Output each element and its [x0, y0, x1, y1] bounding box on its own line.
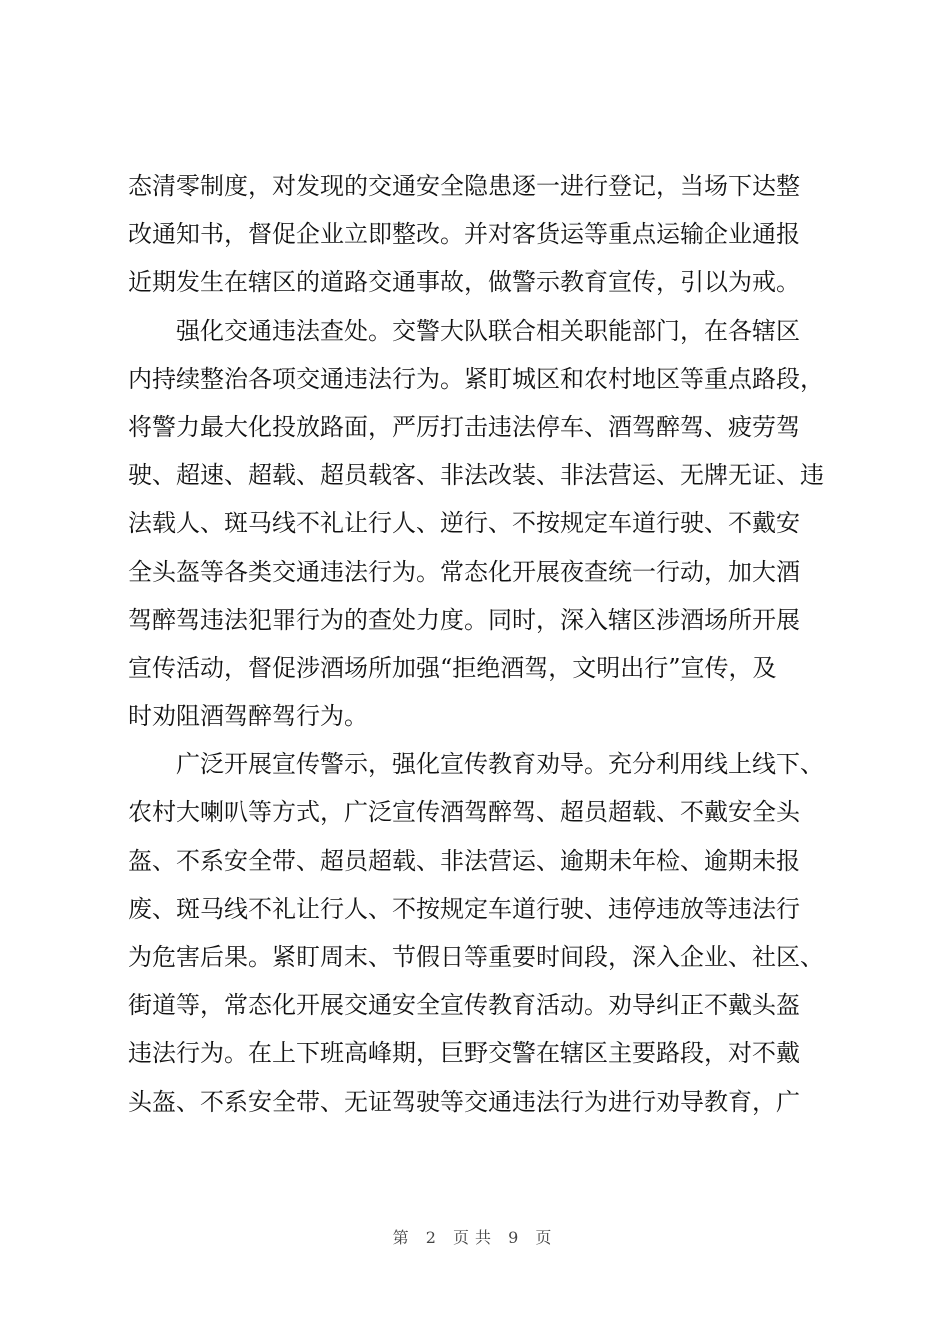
text-line: 法载人、斑马线不礼让行人、逆行、不按规定车道行驶、不戴安: [128, 509, 800, 538]
page-number-footer: 第 2 页共 9 页: [392, 1228, 558, 1247]
text-line: 全头盔等各类交通违法行为。常态化开展夜查统一行动，加大酒: [128, 557, 800, 586]
paragraph-start-line: 广泛开展宣传警示，强化宣传教育劝导。充分利用线上线下、: [176, 750, 824, 779]
text-line: 街道等，常态化开展交通安全宣传教育活动。劝导纠正不戴头盔: [128, 991, 800, 1020]
text-line: 废、斑马线不礼让行人、不按规定车道行驶、违停违放等违法行: [128, 894, 800, 923]
text-line: 改通知书，督促企业立即整改。并对客货运等重点运输企业通报: [128, 220, 800, 249]
text-line: 盔、不系安全带、超员超载、非法营运、逾期未年检、逾期未报: [128, 846, 800, 875]
paragraph-start-line: 强化交通违法查处。交警大队联合相关职能部门，在各辖区: [176, 316, 800, 345]
text-line: 内持续整治各项交通违法行为。紧盯城区和农村地区等重点路段，: [128, 364, 824, 393]
text-line: 农村大喇叭等方式，广泛宣传酒驾醉驾、超员超载、不戴安全头: [128, 798, 800, 827]
text-line: 违法行为。在上下班高峰期，巨野交警在辖区主要路段，对不戴: [128, 1039, 800, 1068]
text-line: 驶、超速、超载、超员载客、非法改装、非法营运、无牌无证、违: [128, 461, 824, 490]
document-body: [128, 162, 850, 1126]
text-line: 头盔、不系安全带、无证驾驶等交通违法行为进行劝导教育，广: [128, 1087, 800, 1116]
text-line: 驾醉驾违法犯罪行为的查处力度。同时，深入辖区涉酒场所开展: [128, 605, 800, 634]
text-line: 为危害后果。紧盯周末、节假日等重要时间段，深入企业、社区、: [128, 943, 824, 971]
text-line: 宣传活动，督促涉酒场所加强“拒绝酒驾，文明出行”宣传，及: [128, 653, 777, 682]
text-line: 态清零制度，对发现的交通安全隐患逐一进行登记，当场下达整: [128, 172, 800, 200]
text-line: 近期发生在辖区的道路交通事故，做警示教育宣传，引以为戒。: [128, 268, 800, 297]
text-line: 将警力最大化投放路面，严厉打击违法停车、酒驾醉驾、疲劳驾: [128, 412, 800, 441]
text-line: 时劝阻酒驾醉驾行为。: [128, 702, 368, 731]
